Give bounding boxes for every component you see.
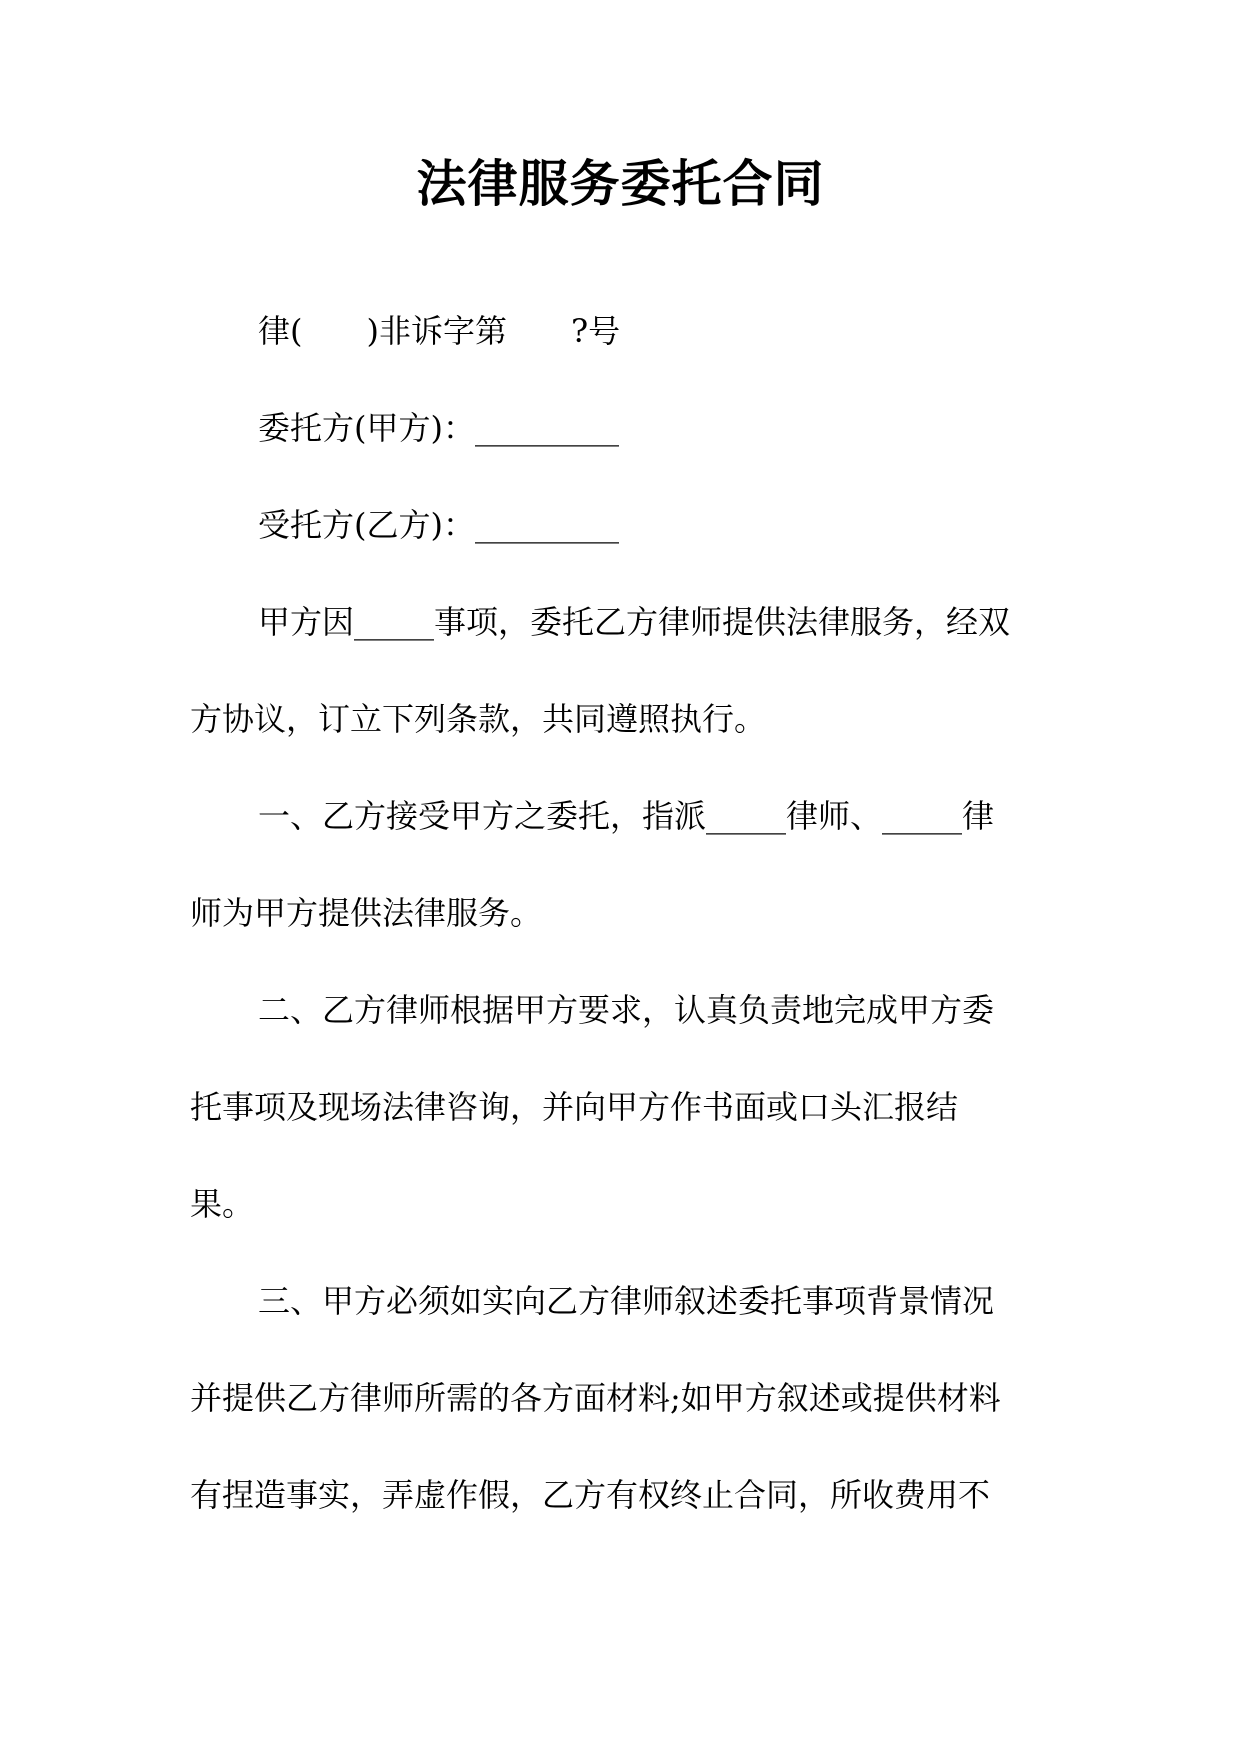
clause-1-line-2: 师为甲方提供法律服务。 <box>190 894 543 932</box>
clause-3-line-2: 并提供乙方律师所需的各方面材料;如甲方叙述或提供材料 <box>190 1379 1001 1417</box>
preamble-line-1: 甲方因_____事项，委托乙方律师提供法律服务，经双 <box>258 603 1011 641</box>
client-party-line: 委托方(甲方)：_________ <box>258 409 619 447</box>
clause-1-line-1: 一、乙方接受甲方之委托，指派_____律师、_____律 <box>258 797 995 835</box>
case-number-line: 律( )非诉字第 ?号 <box>258 312 621 350</box>
trustee-party-line: 受托方(乙方)：_________ <box>258 506 619 544</box>
clause-2-line-2: 托事项及现场法律咨询，并向甲方作书面或口头汇报结 <box>190 1088 959 1126</box>
document-title: 法律服务委托合同 <box>416 155 825 213</box>
clause-3-line-1: 三、甲方必须如实向乙方律师叙述委托事项背景情况 <box>258 1282 995 1320</box>
clause-2-line-3: 果。 <box>190 1185 255 1223</box>
clause-3-line-3: 有捏造事实，弄虚作假，乙方有权终止合同，所收费用不 <box>190 1476 991 1514</box>
clause-2-line-1: 二、乙方律师根据甲方要求，认真负责地完成甲方委 <box>258 991 995 1029</box>
preamble-line-2: 方协议，订立下列条款，共同遵照执行。 <box>190 700 767 738</box>
